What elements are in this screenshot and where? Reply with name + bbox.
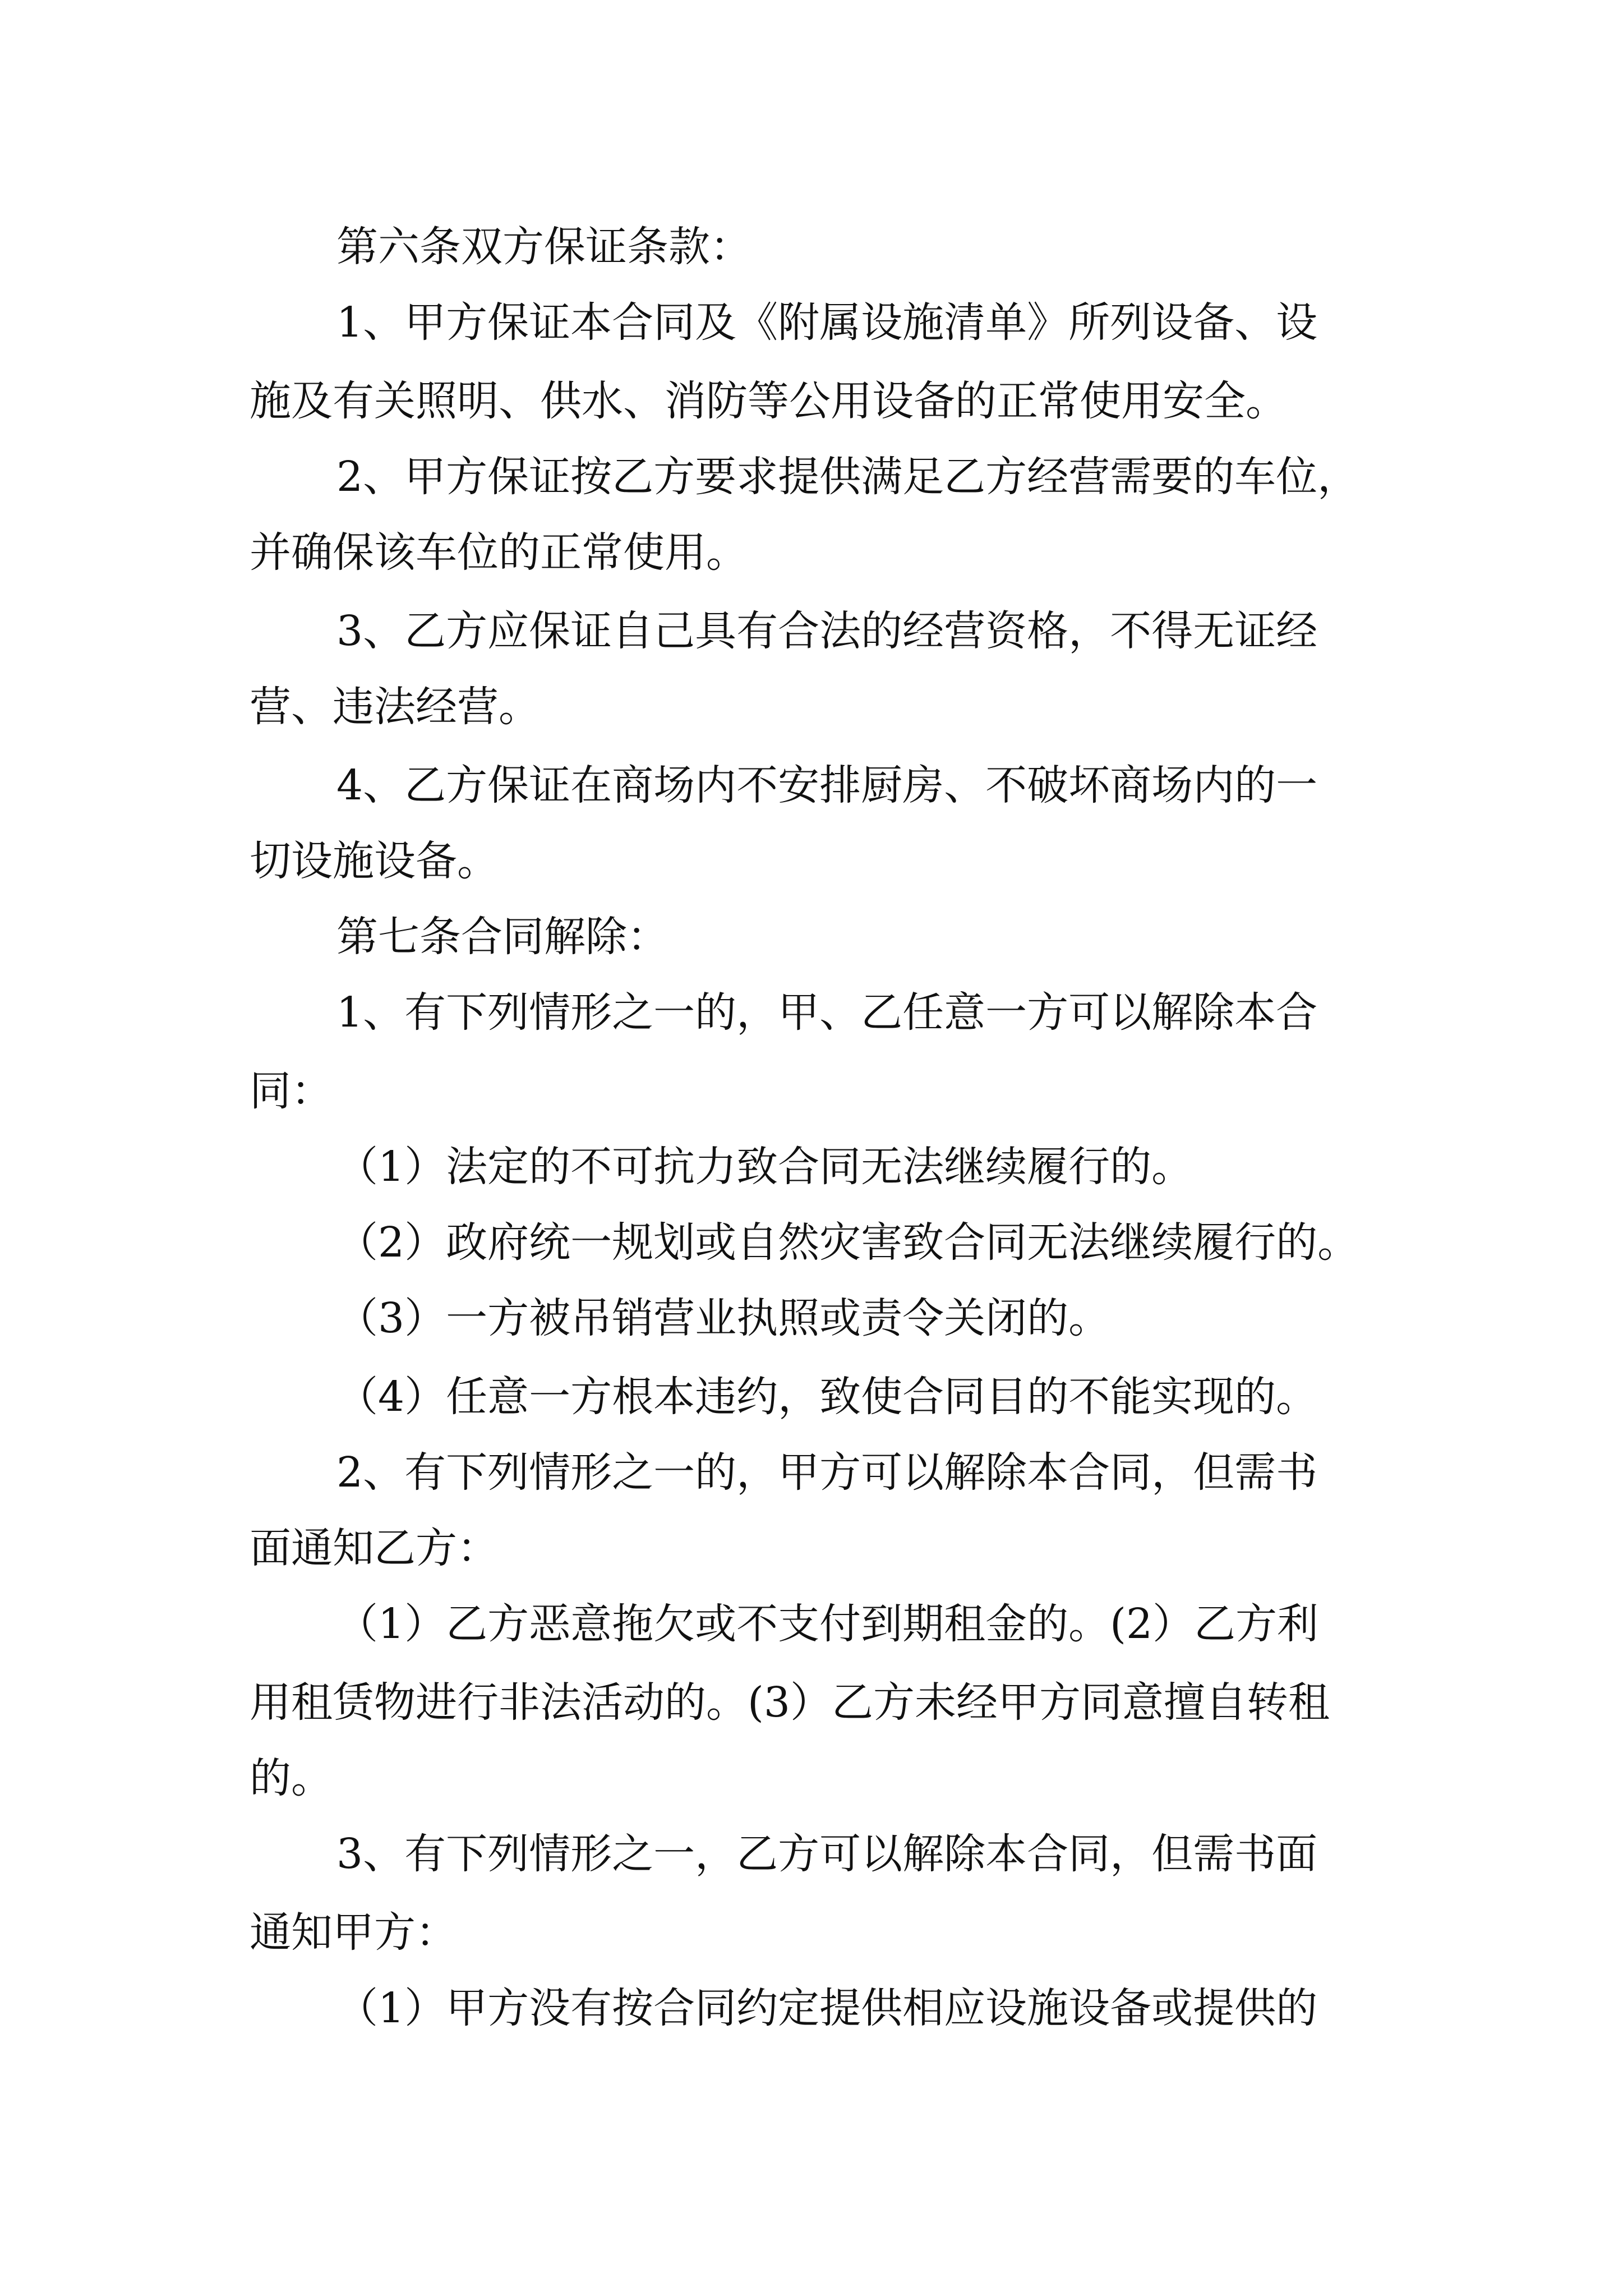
- paragraph-line: 切设施设备。: [250, 837, 499, 885]
- paragraph-line: （2）政府统一规划或自然灾害致合同无法继续履行的。: [336, 1218, 1359, 1267]
- paragraph-line: 施及有关照明、供水、消防等公用设备的正常使用安全。: [250, 377, 1287, 425]
- paragraph-line: （1）法定的不可抗力致合同无法继续履行的。: [336, 1143, 1193, 1191]
- paragraph-line: 3、有下列情形之一，乙方可以解除本合同，但需书面: [336, 1830, 1318, 1878]
- paragraph-line: 面通知乙方：: [250, 1524, 499, 1572]
- paragraph-line: 2、有下列情形之一的，甲方可以解除本合同，但需书: [336, 1448, 1318, 1497]
- paragraph-line: 1、有下列情形之一的，甲、乙任意一方可以解除本合: [336, 988, 1318, 1037]
- paragraph-line: 同：: [250, 1067, 333, 1115]
- article-6-heading: 第六条双方保证条款：: [336, 223, 751, 271]
- paragraph-line: 的。: [250, 1754, 333, 1802]
- paragraph-line: 4、乙方保证在商场内不安排厨房、不破坏商场内的一: [336, 761, 1318, 809]
- paragraph-line: 1、甲方保证本合同及《附属设施清单》所列设备、设: [336, 298, 1318, 347]
- paragraph-line: （3）一方被吊销营业执照或责令关闭的。: [336, 1294, 1110, 1342]
- paragraph-line: 用租赁物进行非法活动的。(3）乙方未经甲方同意擅自转租: [250, 1678, 1330, 1727]
- paragraph-line: 2、甲方保证按乙方要求提供满足乙方经营需要的车位，: [336, 453, 1359, 501]
- paragraph-line: （1）甲方没有按合同约定提供相应设施设备或提供的: [336, 1984, 1318, 2032]
- article-7-heading: 第七条合同解除：: [336, 913, 668, 961]
- paragraph-line: 营、违法经营。: [250, 683, 540, 731]
- paragraph-line: 通知甲方：: [250, 1908, 457, 1957]
- paragraph-line: 3、乙方应保证自己具有合法的经营资格，不得无证经: [336, 607, 1318, 655]
- paragraph-line: 并确保该车位的正常使用。: [250, 528, 748, 577]
- paragraph-line: （1）乙方恶意拖欠或不支付到期租金的。(2）乙方利: [336, 1600, 1319, 1648]
- paragraph-line: （4）任意一方根本违约，致使合同目的不能实现的。: [336, 1373, 1318, 1421]
